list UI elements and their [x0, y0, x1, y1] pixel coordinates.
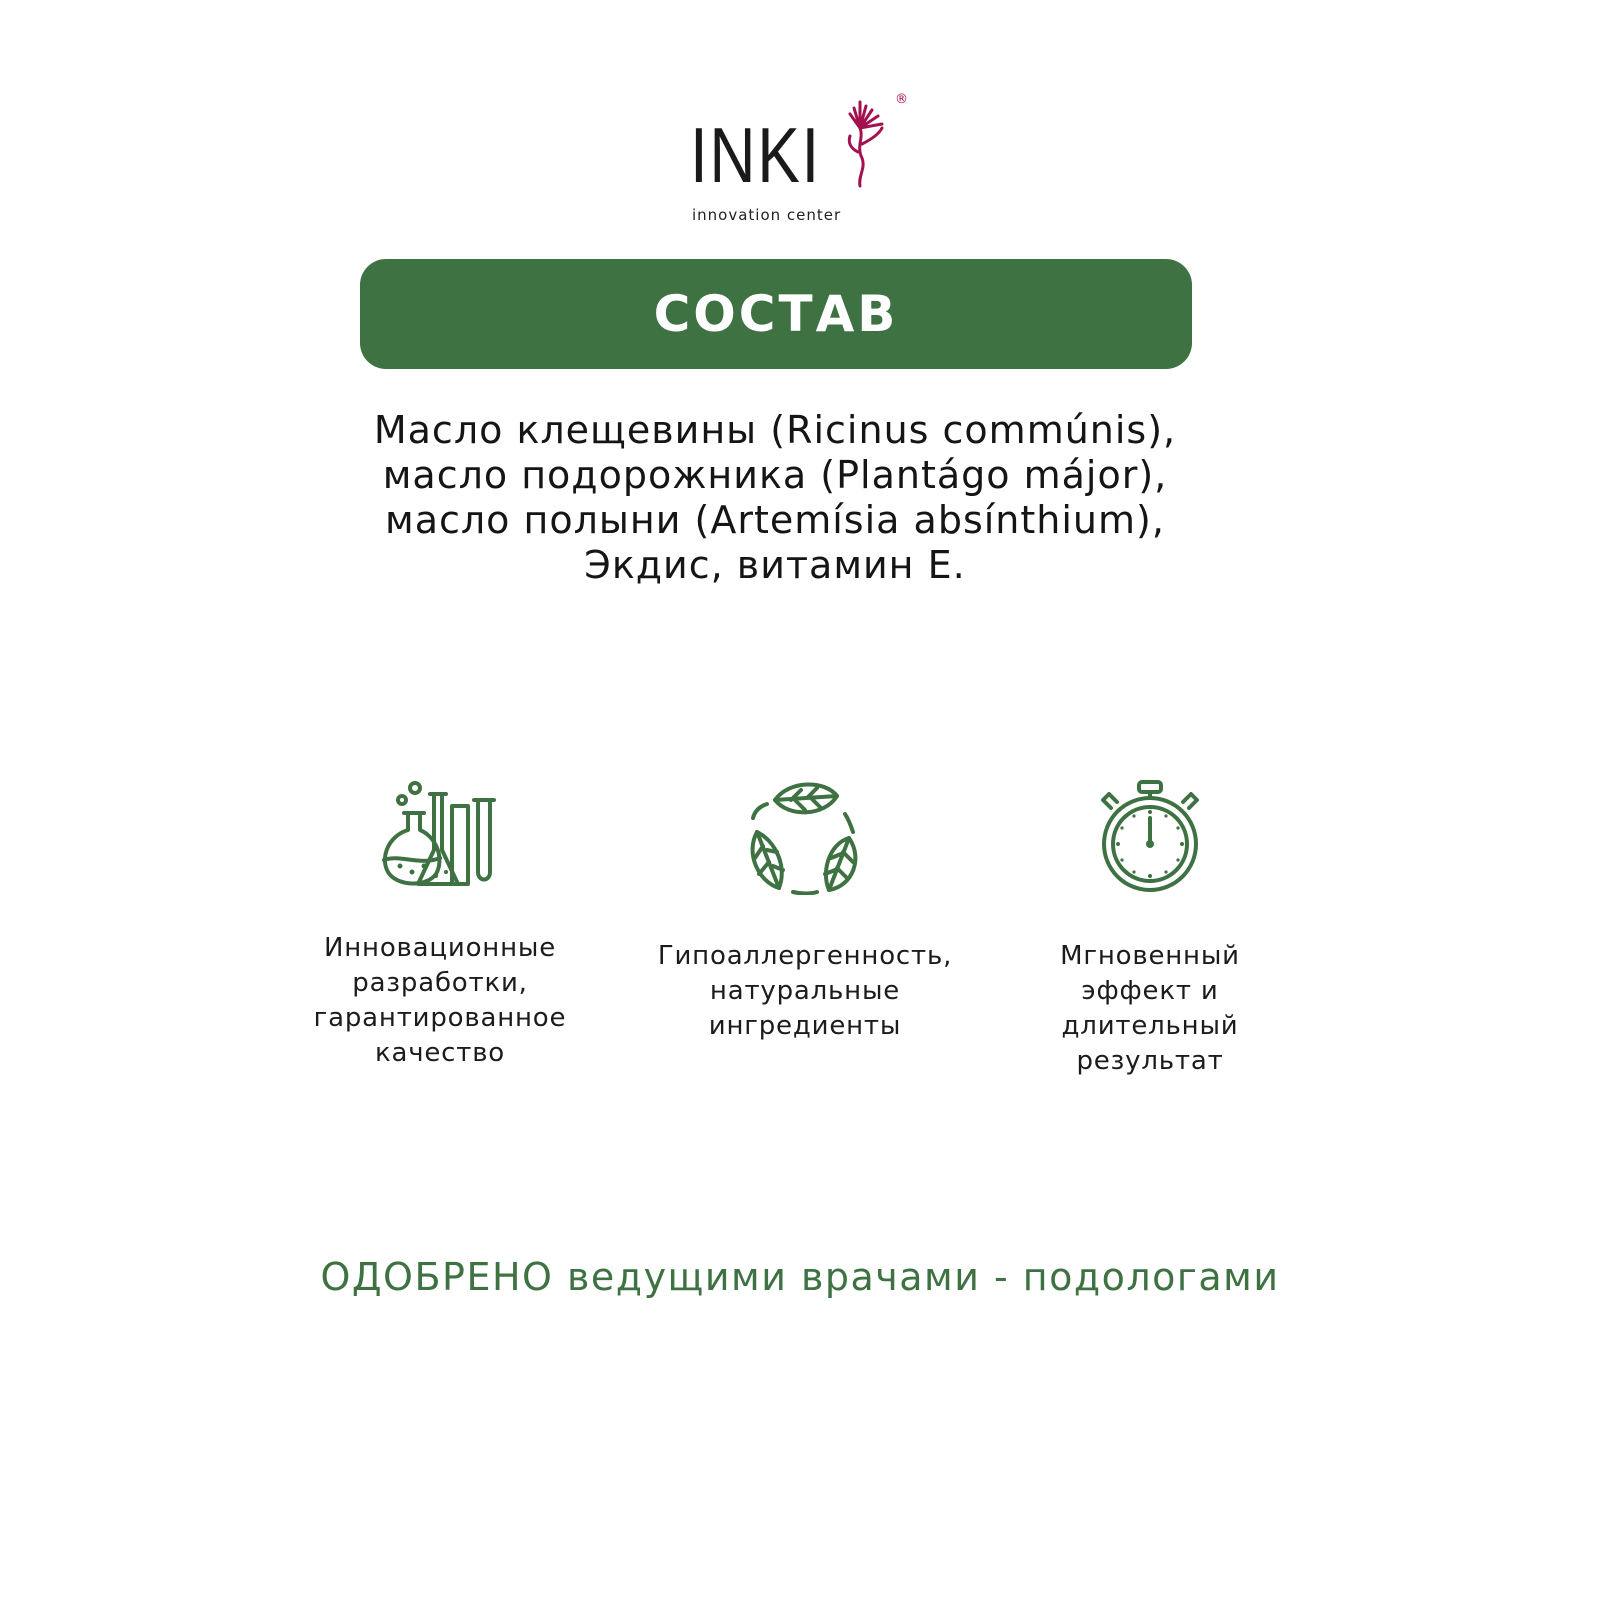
feature-line: ингредиенты	[708, 1011, 902, 1041]
stopwatch-icon	[1095, 780, 1205, 895]
feature-hypoallergenic	[640, 780, 970, 1044]
feature-line: разработки,	[352, 968, 528, 998]
leaves-cycle-icon	[745, 780, 865, 895]
brand-logo	[690, 88, 930, 228]
feature-innovation	[280, 780, 600, 1071]
feature-line: гарантированное	[313, 1003, 567, 1033]
feature-line: натуральные	[709, 976, 901, 1006]
composition-line: Масло клещевины (Ricinus commúnis),	[373, 408, 1177, 452]
feature-instant-effect	[1000, 780, 1300, 1079]
feature-line: Мгновенный	[1060, 941, 1240, 971]
feature-line: качество	[374, 1038, 506, 1068]
banner-title: СОСТАВ	[653, 285, 899, 343]
composition-text	[300, 408, 1250, 588]
composition-banner	[360, 259, 1192, 369]
feature-line: Инновационные	[323, 933, 557, 963]
brand-tagline: innovation center	[692, 206, 842, 224]
lab-flasks-icon	[370, 780, 510, 895]
approval-footer: ОДОБРЕНО ведущими врачами - подологами	[320, 1255, 1280, 1299]
registered-mark: ®	[895, 92, 908, 107]
feature-line: результат	[1076, 1046, 1224, 1076]
feature-line: эффект и	[1081, 976, 1219, 1006]
feature-line: длительный	[1061, 1011, 1239, 1041]
composition-line: Экдис, витамин Е.	[584, 543, 966, 587]
brand-name: INKI	[690, 111, 821, 199]
composition-line: масло полыни (Artemísia absínthium),	[385, 498, 1165, 542]
composition-line: масло подорожника (Plantágo májor),	[382, 453, 1168, 497]
flower-logo-icon	[830, 88, 900, 188]
feature-line: Гипоаллергенность,	[657, 941, 953, 971]
